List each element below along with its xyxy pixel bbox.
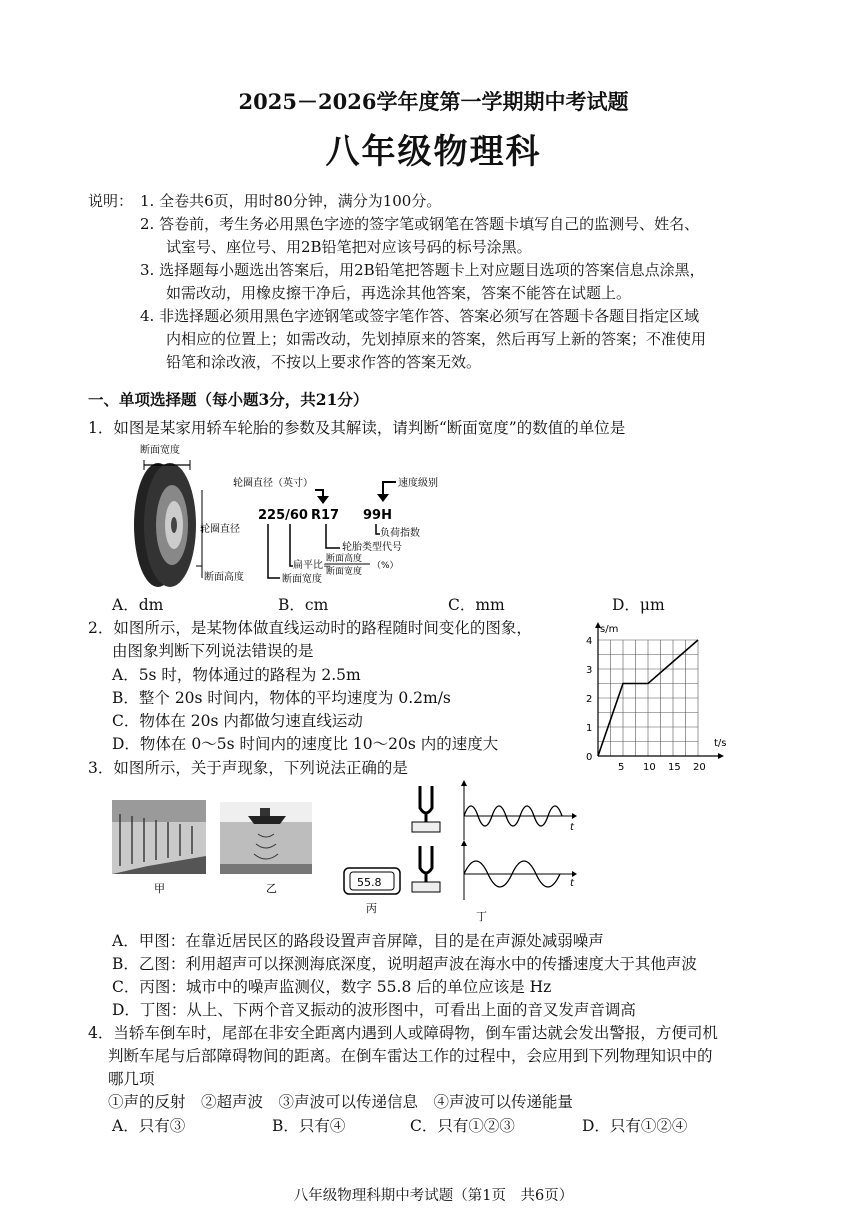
wave-graph-lower (461, 840, 577, 900)
code-load-speed: 99H (363, 508, 392, 523)
label-bing: 丙 (366, 902, 377, 915)
type-label: 轮胎类型代号 (342, 542, 402, 553)
x-tick-label: 10 (643, 762, 656, 773)
axis-t-upper: t (570, 822, 574, 833)
q2-option-b: B．整个 20s 时间内，物体的平均速度为 0.2m/s (112, 689, 451, 707)
x-tick-label: 20 (693, 762, 706, 773)
x-axis-arrow (718, 753, 724, 759)
ratio-label: 扁平比= (293, 560, 332, 571)
note-3b: 如需改动，用橡皮擦干净后，再选涂其他答案，答案不能答在试题上。 (166, 284, 632, 302)
load-label: 负荷指数 (380, 528, 420, 539)
label-yi: 乙 (266, 882, 277, 895)
rim-label: 轮圈直径 (200, 524, 240, 535)
note-4c: 铅笔和涂改液，不按以上要求作答的答案无效。 (166, 353, 482, 371)
x-tick-label: 5 (618, 762, 625, 773)
axis-t-lower: t (570, 878, 574, 889)
rim-inch-label: 轮圈直径（英寸） (233, 478, 313, 489)
q4-option-c: C．只有①②③ (410, 1117, 515, 1135)
q3-option-a: A．甲图：在靠近居民区的路段设置声音屏障，目的是在声源处减弱噪声 (112, 932, 604, 950)
note-2a: 2. 答卷前，考生务必用黑色字迹的签字笔或钢笔在答题卡填写自己的监测号、姓名、 (140, 215, 700, 233)
y-tick-label: 0 (586, 752, 593, 763)
q2-stem-2: 由图象判断下列说法错误的是 (112, 642, 314, 660)
q4-stem-1: 4．当轿车倒车时，尾部在非安全距离内遇到人或障碍物，倒车雷达就会发出警报，方便司机 (88, 1024, 718, 1042)
tuning-fork-lower-icon (412, 846, 440, 892)
tire-figure (118, 440, 458, 590)
noise-meter-icon (344, 868, 400, 894)
q4-option-a: A．只有③ (112, 1117, 186, 1135)
note-3a: 3. 选择题每小题选出答案后，用2B铅笔把答题卡上对应题目选项的答案信息点涂黑， (140, 261, 705, 279)
tire-icon (134, 463, 196, 587)
section-heading: 一、单项选择题（每小题3分，共21分） (88, 390, 369, 409)
q3-option-d: D．丁图：从上、下两个音叉振动的波形图中，可看出上面的音叉发声音调高 (112, 1001, 636, 1019)
q1-stem: 1．如图是某家用轿车轮胎的参数及其解读，请判断“断面宽度”的数值的单位是 (88, 419, 626, 437)
y-tick-label: 4 (586, 636, 593, 647)
height-label: 断面高度 (204, 572, 244, 583)
ratio-denominator: 断面宽度 (326, 567, 363, 577)
label-ding: 丁 (476, 910, 487, 923)
q1-option-d: D．μm (612, 596, 665, 614)
q3-option-b: B．乙图：利用超声可以探测海底深度，说明超声波在海水中的传播速度大于其他声波 (112, 955, 697, 973)
ratio-numerator: 断面高度 (326, 554, 363, 564)
x-tick-label: 15 (668, 762, 681, 773)
exam-title: 2025－2026学年度第一学期期中考试题 (238, 89, 629, 114)
st-chart (568, 618, 728, 776)
q1-option-b: B．cm (278, 596, 329, 614)
y-tick-label: 2 (586, 694, 593, 705)
meter-reading: 55.8 (357, 876, 382, 889)
q1-option-a: A．dm (112, 596, 164, 614)
tuning-fork-upper-icon (412, 786, 440, 832)
width2-label: 断面宽度 (282, 574, 322, 585)
y-tick-label: 3 (586, 665, 593, 676)
note-1: 1. 全卷共6页，用时80分钟，满分为100分。 (140, 192, 442, 210)
y-tick-label: 1 (586, 723, 593, 734)
q3-figures (108, 780, 588, 925)
q3-stem: 3．如图所示，关于声现象，下列说法正确的是 (88, 759, 408, 777)
wave-graph-upper (461, 780, 577, 840)
page-footer: 八年级物理科期中考试题（第1页 共6页） (293, 1188, 574, 1204)
q3-option-c: C．丙图：城市中的噪声监测仪，数字 55.8 后的单位应该是 Hz (112, 978, 552, 996)
notes-label: 说明： (88, 192, 134, 210)
q4-option-d: D．只有①②④ (582, 1117, 688, 1135)
width-label: 断面宽度 (140, 445, 180, 456)
q2-option-c: C．物体在 20s 内都做匀速直线运动 (112, 712, 363, 730)
code-size: 225/60 (258, 508, 308, 523)
x-axis-label: t/s (714, 738, 727, 749)
ship-sonar-image (220, 802, 312, 874)
q2-option-a: A．5s 时，物体通过的路程为 2.5m (112, 666, 361, 684)
q2-stem-1: 2．如图所示，是某物体做直线运动时的路程随时间变化的图象， (88, 619, 532, 637)
note-4a: 4. 非选择题必须用黑色字迹钢笔或签字笔作答、答案必须写在答题卡各题目指定区域 (140, 307, 700, 325)
q4-option-b: B．只有④ (272, 1117, 346, 1135)
speed-label: 速度级别 (398, 478, 438, 489)
q4-stem-2: 判断车尾与后部障碍物间的距离。在倒车雷达工作的过程中，会应用到下列物理知识中的 (108, 1047, 713, 1065)
subject-title: 八年级物理科 (325, 132, 542, 172)
q2-option-d: D．物体在 0～5s 时间内的速度比 10～20s 内的速度大 (112, 735, 499, 753)
note-4b: 内相应的位置上；如需改动，先划掉原来的答案，然后再写上新的答案；不准使用 (166, 330, 707, 348)
q4-stem-3: 哪几项 (108, 1070, 155, 1088)
y-axis-label: s/m (600, 624, 619, 635)
q1-option-c: C．mm (448, 596, 505, 614)
code-rim: R17 (311, 508, 340, 523)
pct-label: （%） (372, 561, 399, 571)
label-jia: 甲 (154, 882, 165, 895)
sound-barrier-image (112, 800, 206, 874)
q4-items: ①声的反射 ②超声波 ③声波可以传递信息 ④声波可以传递能量 (108, 1093, 574, 1111)
note-2b: 试室号、座位号、用2B铅笔把对应该号码的标号涂黑。 (166, 238, 532, 256)
